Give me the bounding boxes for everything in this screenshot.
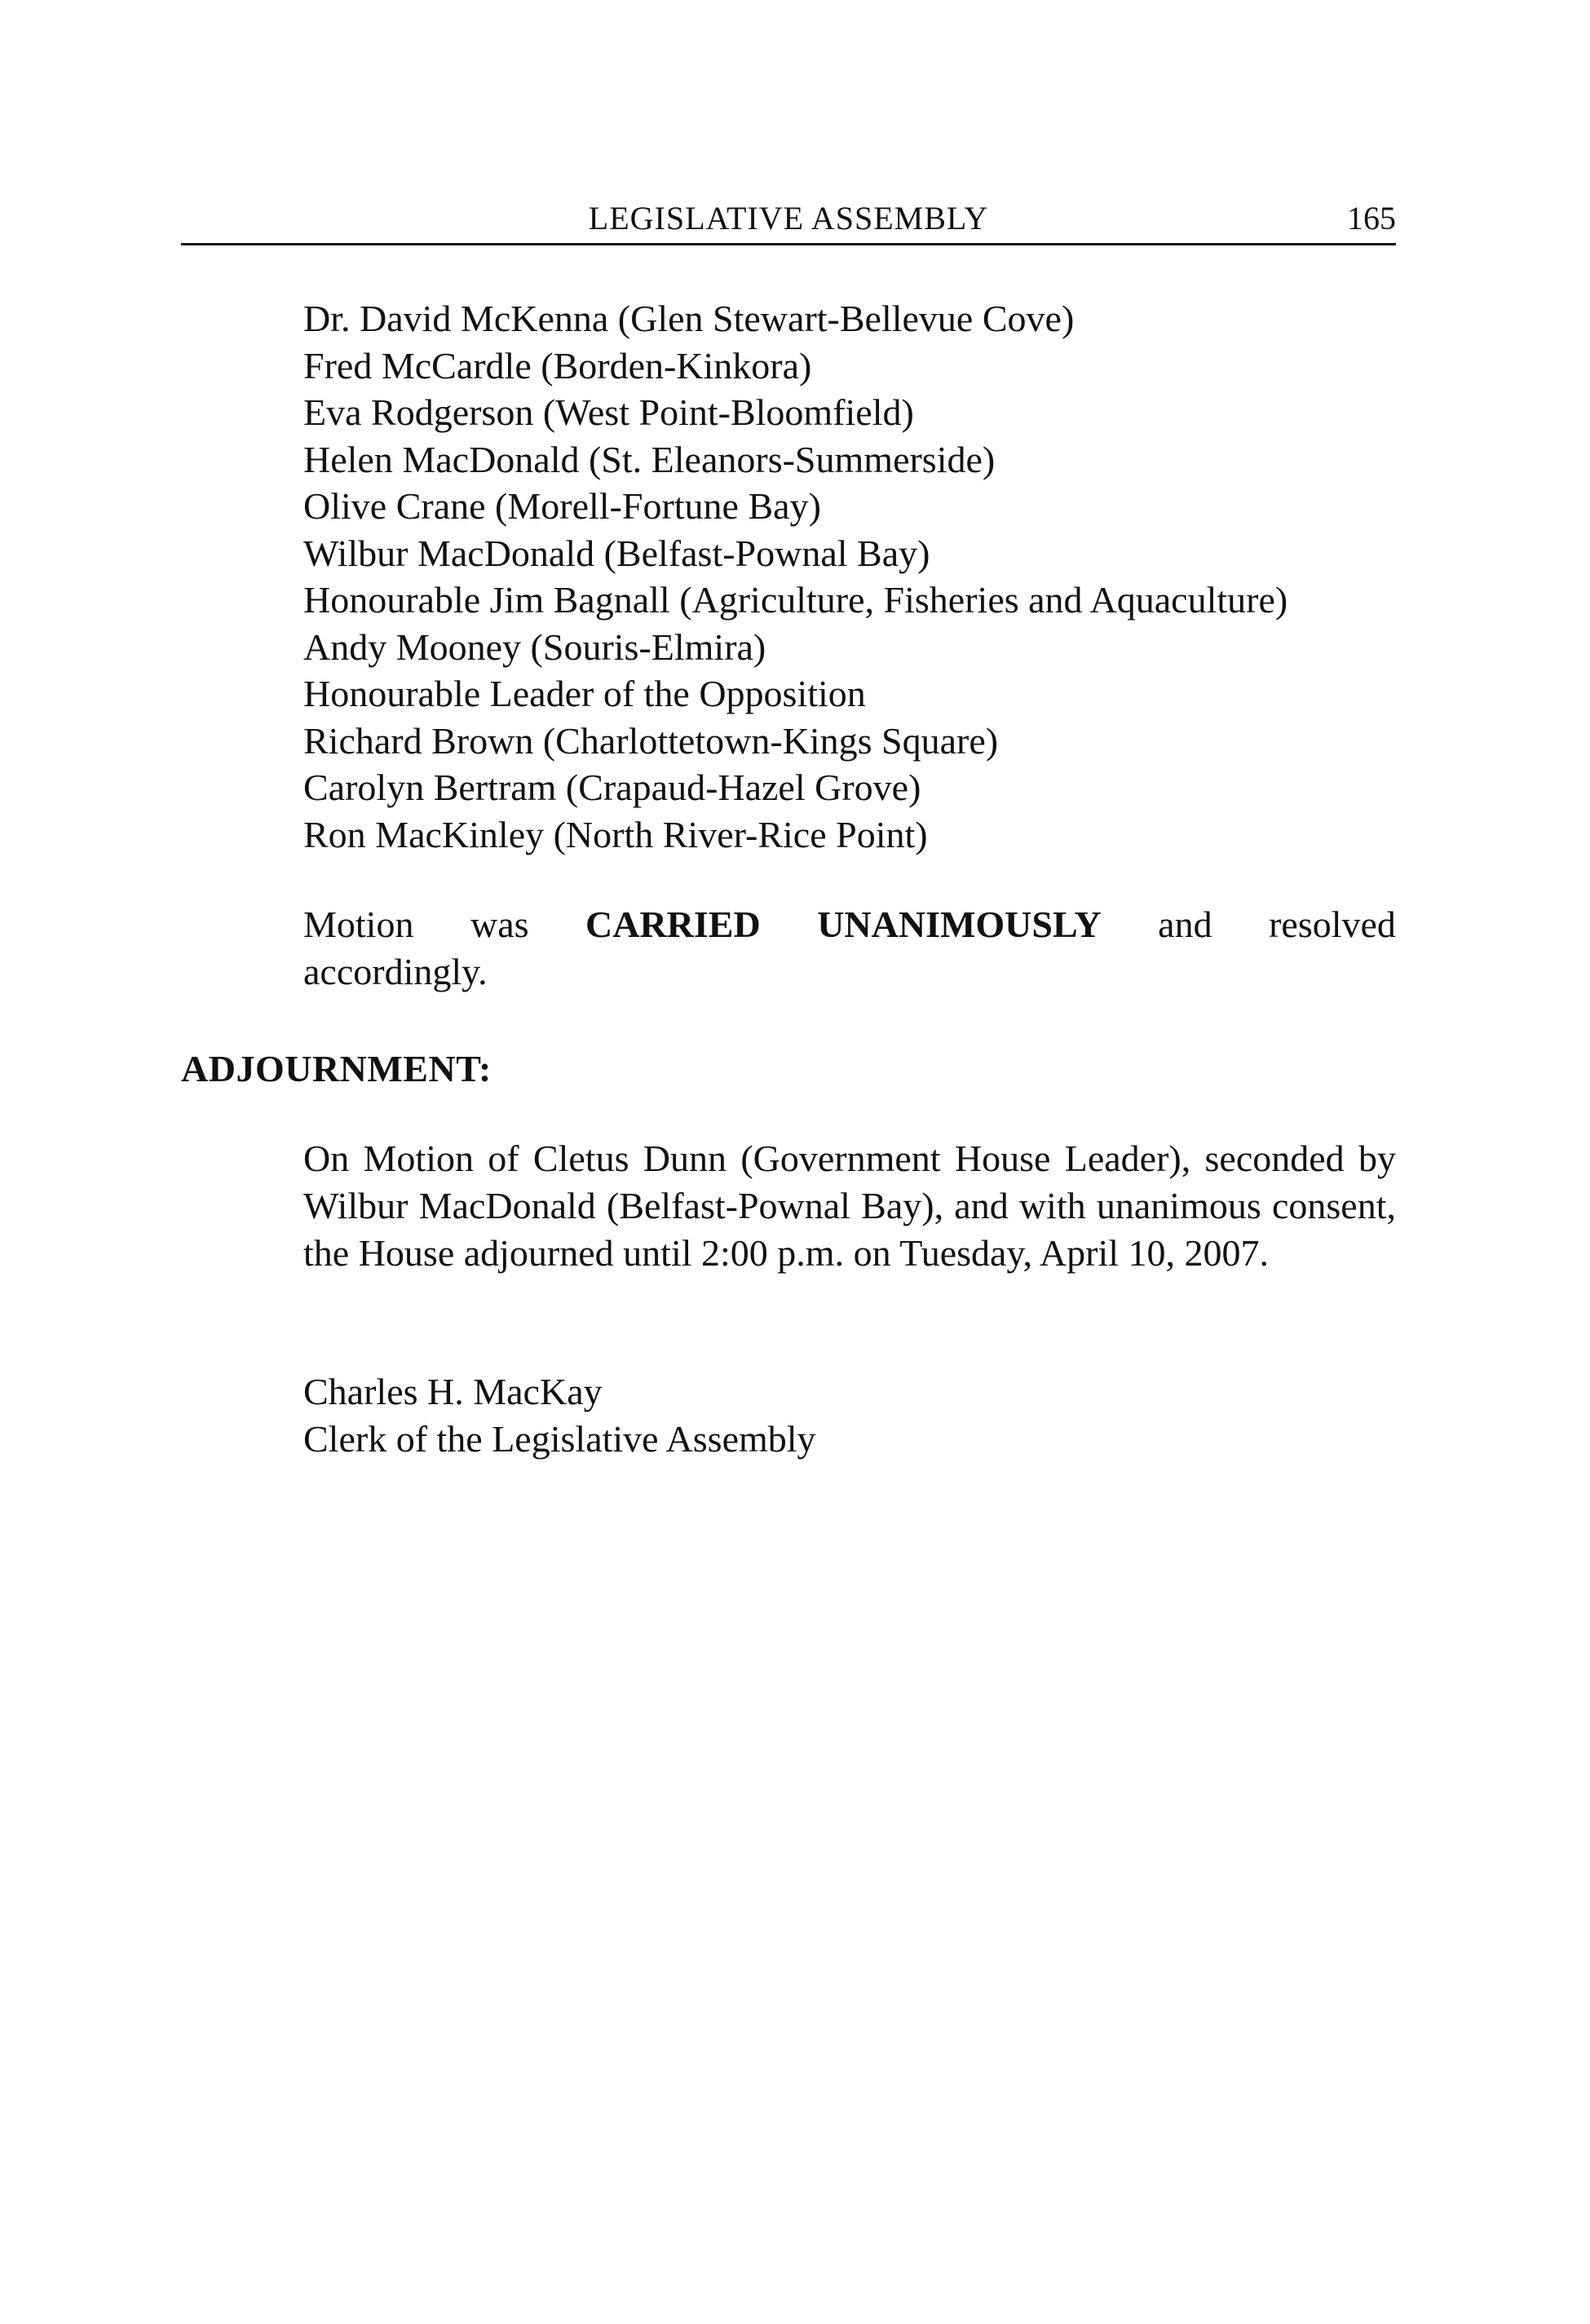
clerk-title: Clerk of the Legislative Assembly xyxy=(303,1418,816,1460)
motion-unanimously-word: UNANIMOUSLY xyxy=(817,904,1102,945)
member-item: Carolyn Bertram (Crapaud-Hazel Grove) xyxy=(303,767,921,808)
running-header xyxy=(181,196,1396,245)
motion-carried-word: CARRIED xyxy=(585,904,761,945)
motion-result-continuation: accordingly. xyxy=(303,951,488,992)
signature-block xyxy=(303,1368,816,1463)
member-item: Richard Brown (Charlottetown-Kings Square) xyxy=(303,719,999,762)
member-item: Honourable Jim Bagnall (Agriculture, Fisheries and Aquaculture) xyxy=(303,579,1288,621)
member-item: Andy Mooney (Souris-Elmira) xyxy=(303,625,766,668)
running-title: LEGISLATIVE ASSEMBLY xyxy=(588,200,989,236)
page-number: 165 xyxy=(1347,200,1396,236)
clerk-name: Charles H. MacKay xyxy=(303,1371,603,1412)
motion-word: resolved xyxy=(1269,904,1396,945)
member-item: Fred McCardle (Borden-Kinkora) xyxy=(303,344,812,387)
member-item: Wilbur MacDonald (Belfast-Pownal Bay) xyxy=(303,532,930,574)
member-item: Helen MacDonald (St. Eleanors-Summerside) xyxy=(303,438,996,480)
motion-word: was xyxy=(470,904,529,945)
adjournment-heading: ADJOURNMENT: xyxy=(181,1048,492,1089)
motion-word: and xyxy=(1158,904,1212,945)
member-item: Honourable Leader of the Opposition xyxy=(303,673,866,714)
member-item: Olive Crane (Morell-Fortune Bay) xyxy=(303,485,821,527)
member-list xyxy=(303,295,1396,858)
member-item: Eva Rodgerson (West Point-Bloomfield) xyxy=(303,391,914,433)
adjournment-paragraph: On Motion of Cletus Dunn (Government House Leader), seconded by Wilbur MacDonald (Belfast-Pownal Bay), and with unanimous consent, the House adjourned until 2:00 p.m. on Tuesday, April 10, 2007. xyxy=(303,1138,1396,1274)
member-item: Ron MacKinley (North River-Rice Point) xyxy=(303,813,928,855)
motion-result xyxy=(303,901,1396,996)
motion-word: Motion xyxy=(303,904,414,945)
motion-result-line xyxy=(303,901,1396,948)
member-item: Dr. David McKenna (Glen Stewart-Bellevue Cove) xyxy=(303,298,1075,339)
